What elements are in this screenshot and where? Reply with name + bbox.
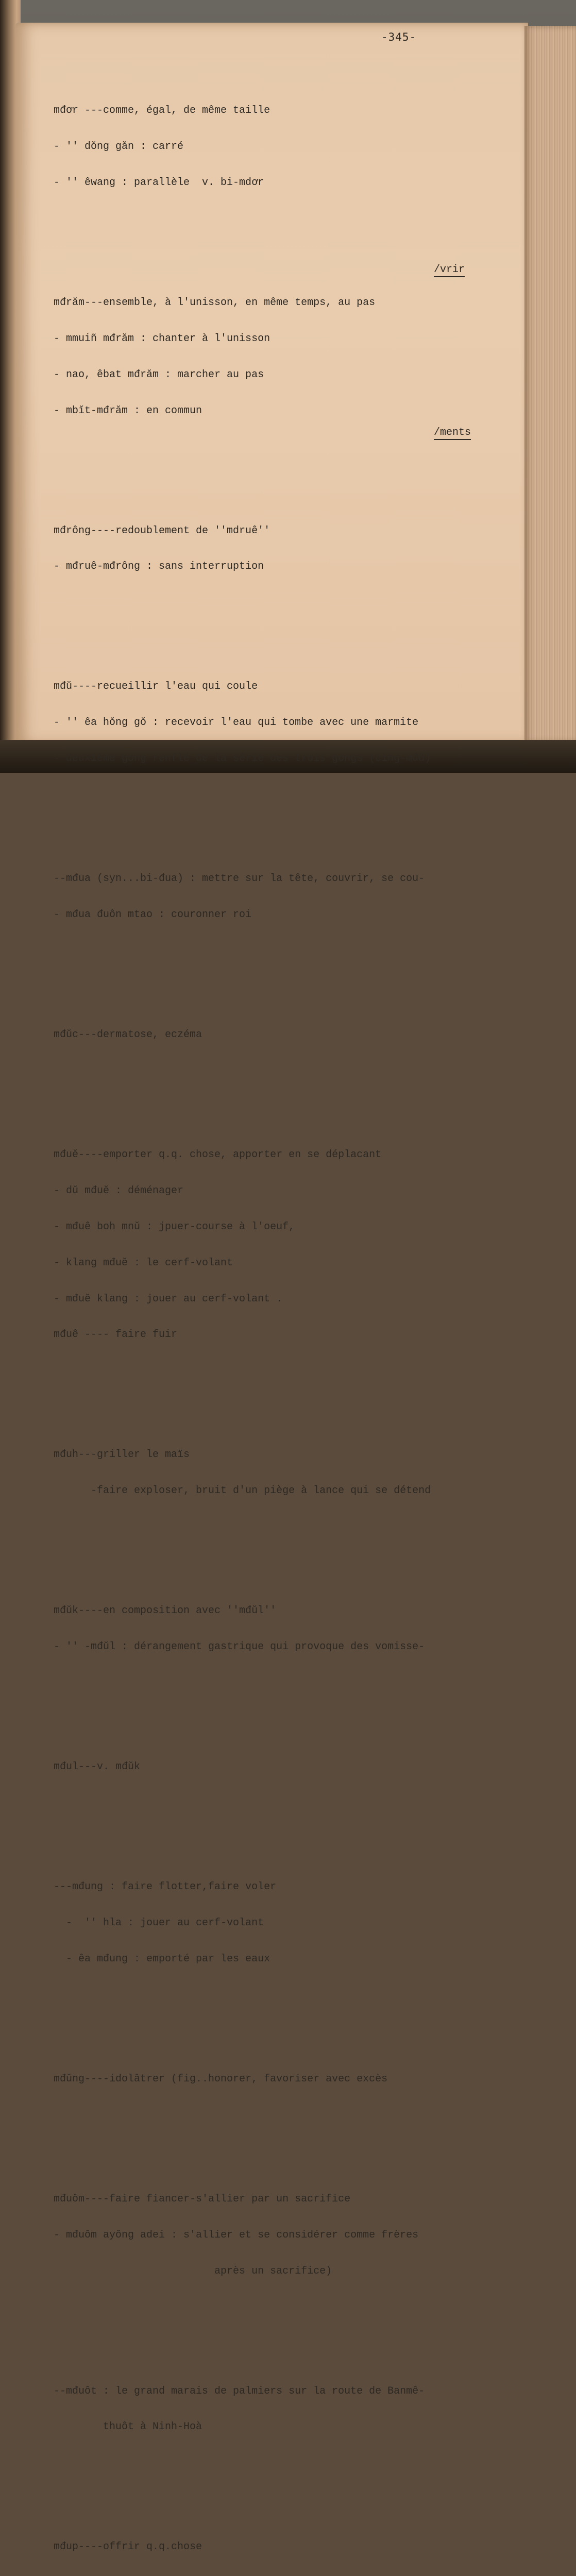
blank-line bbox=[54, 2013, 517, 2025]
text-line: mđuê ---- faire fuir bbox=[54, 1329, 178, 1341]
blank-line bbox=[54, 969, 517, 981]
continuation-note-vrir: /vrir bbox=[434, 264, 465, 277]
text-line: - mđuôm ayŏng adei : s'allier et se considérer comme frères bbox=[54, 2229, 419, 2241]
text-line: mđuh---griller le maïs bbox=[54, 1449, 190, 1461]
blank-line bbox=[54, 1389, 517, 1401]
entry-mdup bbox=[54, 2517, 517, 2576]
text-line: mđuôm----faire fiancer-s'allier par un sacrifice bbox=[54, 2193, 351, 2205]
page-number: -345- bbox=[381, 31, 417, 43]
text-line: - '' dŏng găn : carré bbox=[54, 141, 184, 153]
text-line: mđŭc---dermatose, eczéma bbox=[54, 1029, 202, 1041]
text-line: - nao, êbat mđrăm : marcher au pas bbox=[54, 368, 264, 381]
text-line: - deuxième gong renflé de la série des trois gongs (cing-mđŭ) bbox=[54, 753, 431, 765]
text-line: - dŭ mđuĕ : déménager bbox=[54, 1184, 184, 1197]
text-line: - mbĭt-mđrăm : en commun bbox=[54, 404, 202, 417]
text-line: - '' -mđŭl : dérangement gastrique qui provoque des vomisse- bbox=[54, 1641, 425, 1653]
continuation-note-ments: /ments bbox=[434, 427, 471, 440]
text-line: - mđuĕ klang : jouer au cerf-volant . bbox=[54, 1293, 283, 1305]
blank-line bbox=[54, 813, 517, 825]
blank-line bbox=[54, 1821, 517, 1833]
text-line: après un sacrifice) bbox=[54, 2265, 332, 2277]
blank-line bbox=[54, 1701, 517, 1713]
text-line: - mđua đuôn mtao : couronner roi bbox=[54, 909, 252, 921]
text-line: - mđuê boh mnŭ : jpuer-course à l'oeuf, bbox=[54, 1221, 295, 1233]
text-line: - êa mđung : emporté par les eaux bbox=[54, 1953, 270, 1965]
entry-mduk bbox=[54, 1581, 517, 1677]
text-line: mđŭ----recueillir l'eau qui coule bbox=[54, 681, 258, 693]
entry-mdua bbox=[54, 849, 517, 945]
blank-line bbox=[54, 2481, 517, 2493]
entry-mdul bbox=[54, 1737, 517, 1797]
text-line: ---mđung : faire flotter,faire voler bbox=[54, 1881, 277, 1893]
blank-line bbox=[54, 465, 517, 477]
entry-mdrong bbox=[54, 501, 517, 597]
text-line: thuôt à Ninh-Hoà bbox=[54, 2421, 202, 2433]
text-line: mđŭng----idolâtrer (fig..honorer, favoriser avec excès bbox=[54, 2073, 388, 2085]
text-line: --mđuôt : le grand marais de palmiers sur la route de Banmê- bbox=[54, 2385, 425, 2397]
blank-line bbox=[54, 1545, 517, 1557]
text-line: -faire exploser, bruit d'un piège à lance qui se détend bbox=[54, 1485, 431, 1497]
blank-line bbox=[54, 236, 517, 248]
blank-line bbox=[54, 1089, 517, 1101]
entry-mduom bbox=[54, 2169, 517, 2301]
entry-mduh bbox=[54, 1425, 517, 1521]
text-line: - '' hla : jouer au cerf-volant bbox=[54, 1917, 264, 1929]
entry-mduot bbox=[54, 2361, 517, 2457]
entry-mdor bbox=[54, 81, 517, 213]
text-line: --mđua (syn...bi-đua) : mettre sur la tête, couvrir, se cou- bbox=[54, 873, 425, 885]
text-line: mđrăm---ensemble, à l'unisson, en même temps, au pas bbox=[54, 296, 376, 309]
text-line: mđuĕ----emporter q.q. chose, apporter en se déplacant bbox=[54, 1149, 382, 1161]
entry-mduc bbox=[54, 1005, 517, 1064]
blank-line bbox=[54, 2325, 517, 2337]
text-line: mđul---v. mđŭk bbox=[54, 1761, 141, 1773]
text-line: - mmuiñ mđrăm : chanter à l'unisson bbox=[54, 332, 270, 345]
text-line: mđơr ---comme, égal, de même taille bbox=[54, 105, 270, 117]
blank-line bbox=[54, 621, 517, 633]
text-line: - mđruê-mđrông : sans interruption bbox=[54, 561, 264, 573]
entry-mdu bbox=[54, 657, 517, 789]
text-line: mđup----offrir q.q.chose bbox=[54, 2541, 202, 2553]
text-line: - '' êwang : parallèle v. bi-mdơr bbox=[54, 176, 264, 189]
text-line: - '' êa hŏng gŏ : recevoir l'eau qui tombe avec une marmite bbox=[54, 717, 419, 729]
entry-mdung bbox=[54, 1857, 517, 1989]
text-line: mđrông----redoublement de ''mdruê'' bbox=[54, 524, 270, 537]
entry-mdue bbox=[54, 1125, 517, 1365]
entry-mdram bbox=[54, 273, 517, 440]
entry-mdung-idolatrer bbox=[54, 2049, 517, 2109]
page-stack-edge bbox=[524, 26, 576, 742]
blank-line bbox=[54, 2133, 517, 2145]
text-line: - klang mđuĕ : le cerf-volant bbox=[54, 1257, 233, 1269]
text-line: mđŭk----en composition avec ''mđŭl'' bbox=[54, 1605, 277, 1617]
